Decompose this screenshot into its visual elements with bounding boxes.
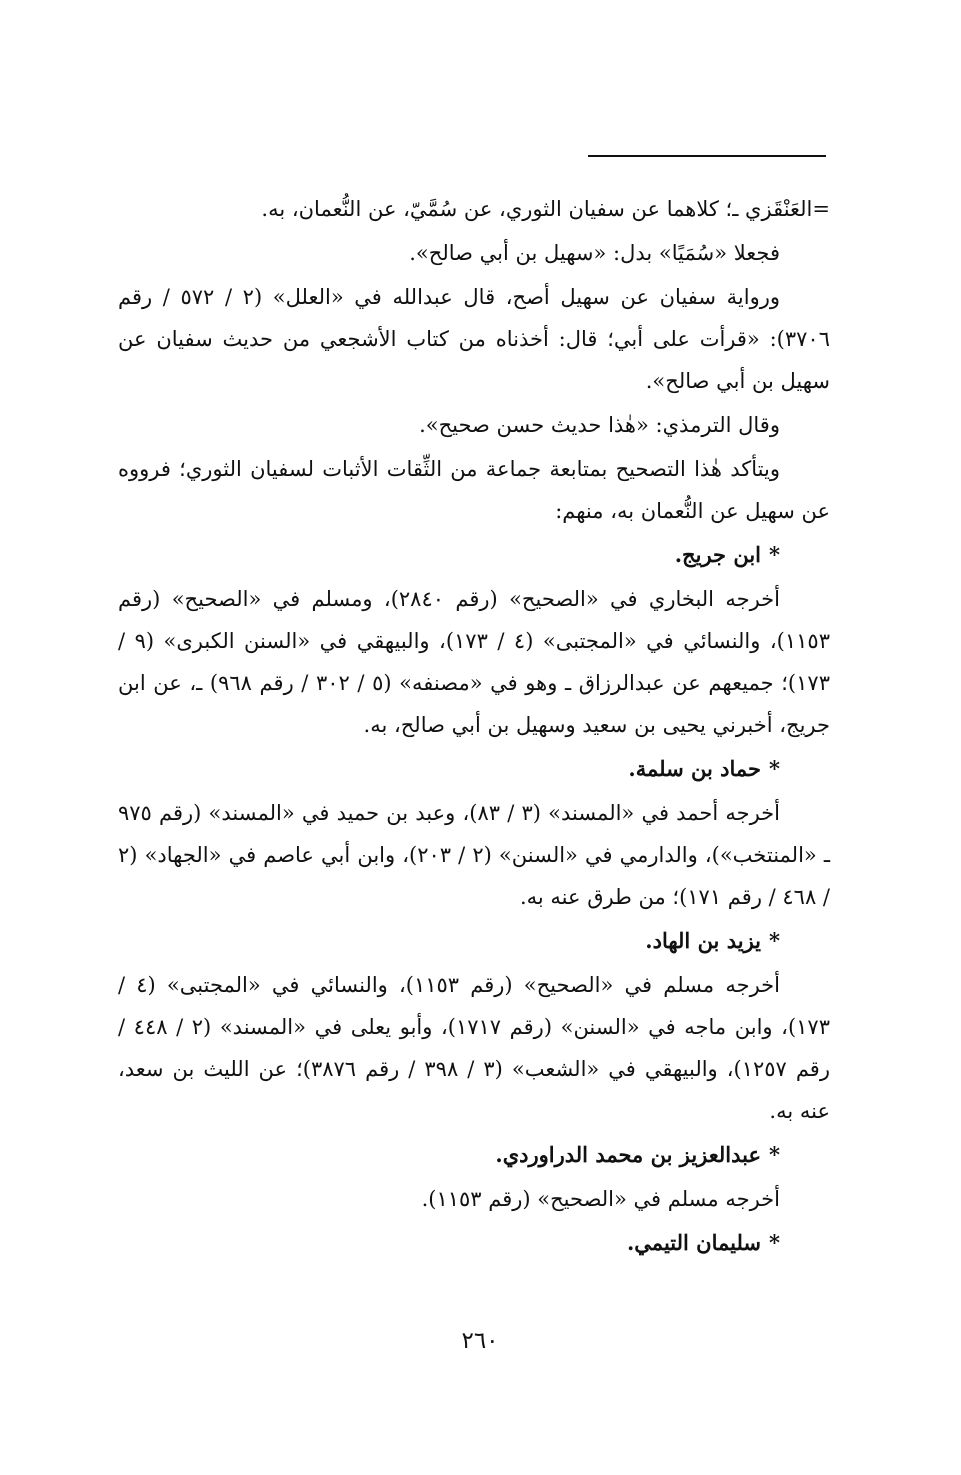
footnote-text xyxy=(118,188,830,1266)
paragraph-continuation xyxy=(118,188,830,230)
paragraph-text: وقال الترمذي: «هٰذا حديث حسن صحيح». xyxy=(419,413,780,437)
narrator-name: عبدالعزيز بن محمد الدراوردي. xyxy=(495,1142,762,1167)
paragraph xyxy=(118,276,830,402)
narrator-name: يزيد بن الهاد. xyxy=(645,928,762,953)
narrator-heading xyxy=(118,1134,830,1176)
paragraph-text: أخرجه البخاري في «الصحيح» (رقم ٢٨٤٠)، ومسلم في «الصحيح» (رقم ١١٥٣)، والنسائي في «المجتبى» (٤ / ١٧٣)، والبيهقي في «السنن الكبرى» (٩ / ١٧٣)؛ جميعهم عن عبدالرزاق ـ وهو في «مصنفه» (٥ / ٣٠٢ / رقم ٩٦٨) ـ، عن ابن جريج، أخبرني يحيى بن سعيد وسهيل بن أبي صالح، به. xyxy=(118,587,830,737)
narrator-heading xyxy=(118,920,830,962)
narrator-name: سليمان التيمي. xyxy=(626,1230,762,1255)
paragraph-text: ورواية سفيان عن سهيل أصح، قال عبدالله في «العلل» (٢ / ٥٧٢ / رقم ٣٧٠٦): «قرأت على أبي؛ قال: أخذناه من كتاب الأشجعي من حديث سفيان عن سهيل بن أبي صالح». xyxy=(118,285,830,393)
paragraph xyxy=(118,448,830,532)
footnote-separator-line xyxy=(588,155,826,157)
narrator-name: حماد بن سلمة. xyxy=(628,756,762,781)
paragraph xyxy=(118,232,830,274)
asterisk-bullet-icon: * xyxy=(769,756,780,781)
paragraph xyxy=(118,404,830,446)
narrator-name: ابن جريج. xyxy=(674,542,762,567)
narrator-heading xyxy=(118,534,830,576)
asterisk-bullet-icon: * xyxy=(769,1142,780,1167)
paragraph-text: ويتأكد هٰذا التصحيح بمتابعة جماعة من الثِّقات الأثبات لسفيان الثوري؛ فرووه عن سهيل عن النُّعمان به، منهم: xyxy=(118,457,830,523)
paragraph-text: أخرجه أحمد في «المسند» (٣ / ٨٣)، وعبد بن حميد في «المسند» (رقم ٩٧٥ ـ «المنتخب»)، والدارمي في «السنن» (٢ / ٢٠٣)، وابن أبي عاصم في «الجهاد» (٢ / ٤٦٨ / رقم ١٧١)؛ من طرق عنه به. xyxy=(118,801,830,909)
asterisk-bullet-icon: * xyxy=(769,542,780,567)
paragraph xyxy=(118,964,830,1132)
narrator-heading xyxy=(118,1222,830,1264)
paragraph-text: =العَنْقَزي ـ؛ كلاهما عن سفيان الثوري، عن سُمَّيّ، عن النُّعمان، به. xyxy=(261,197,830,221)
paragraph-text: أخرجه مسلم في «الصحيح» (رقم ١١٥٣). xyxy=(421,1187,780,1211)
paragraph-text: أخرجه مسلم في «الصحيح» (رقم ١١٥٣)، والنسائي في «المجتبى» (٤ / ١٧٣)، وابن ماجه في «السنن» (رقم ١٧١٧)، وأبو يعلى في «المسند» (٢ / ٤٤٨ / رقم ١٢٥٧)، والبيهقي في «الشعب» (٣ / ٣٩٨ / رقم ٣٨٧٦)؛ عن الليث بن سعد، عنه به. xyxy=(118,973,830,1123)
paragraph xyxy=(118,792,830,918)
paragraph xyxy=(118,578,830,746)
paragraph xyxy=(118,1178,830,1220)
asterisk-bullet-icon: * xyxy=(769,928,780,953)
asterisk-bullet-icon: * xyxy=(769,1230,780,1255)
narrator-heading xyxy=(118,748,830,790)
paragraph-text: فجعلا «سُمَيًا» بدل: «سهيل بن أبي صالح». xyxy=(409,241,780,265)
page-number: ٢٦٠ xyxy=(461,1328,499,1354)
